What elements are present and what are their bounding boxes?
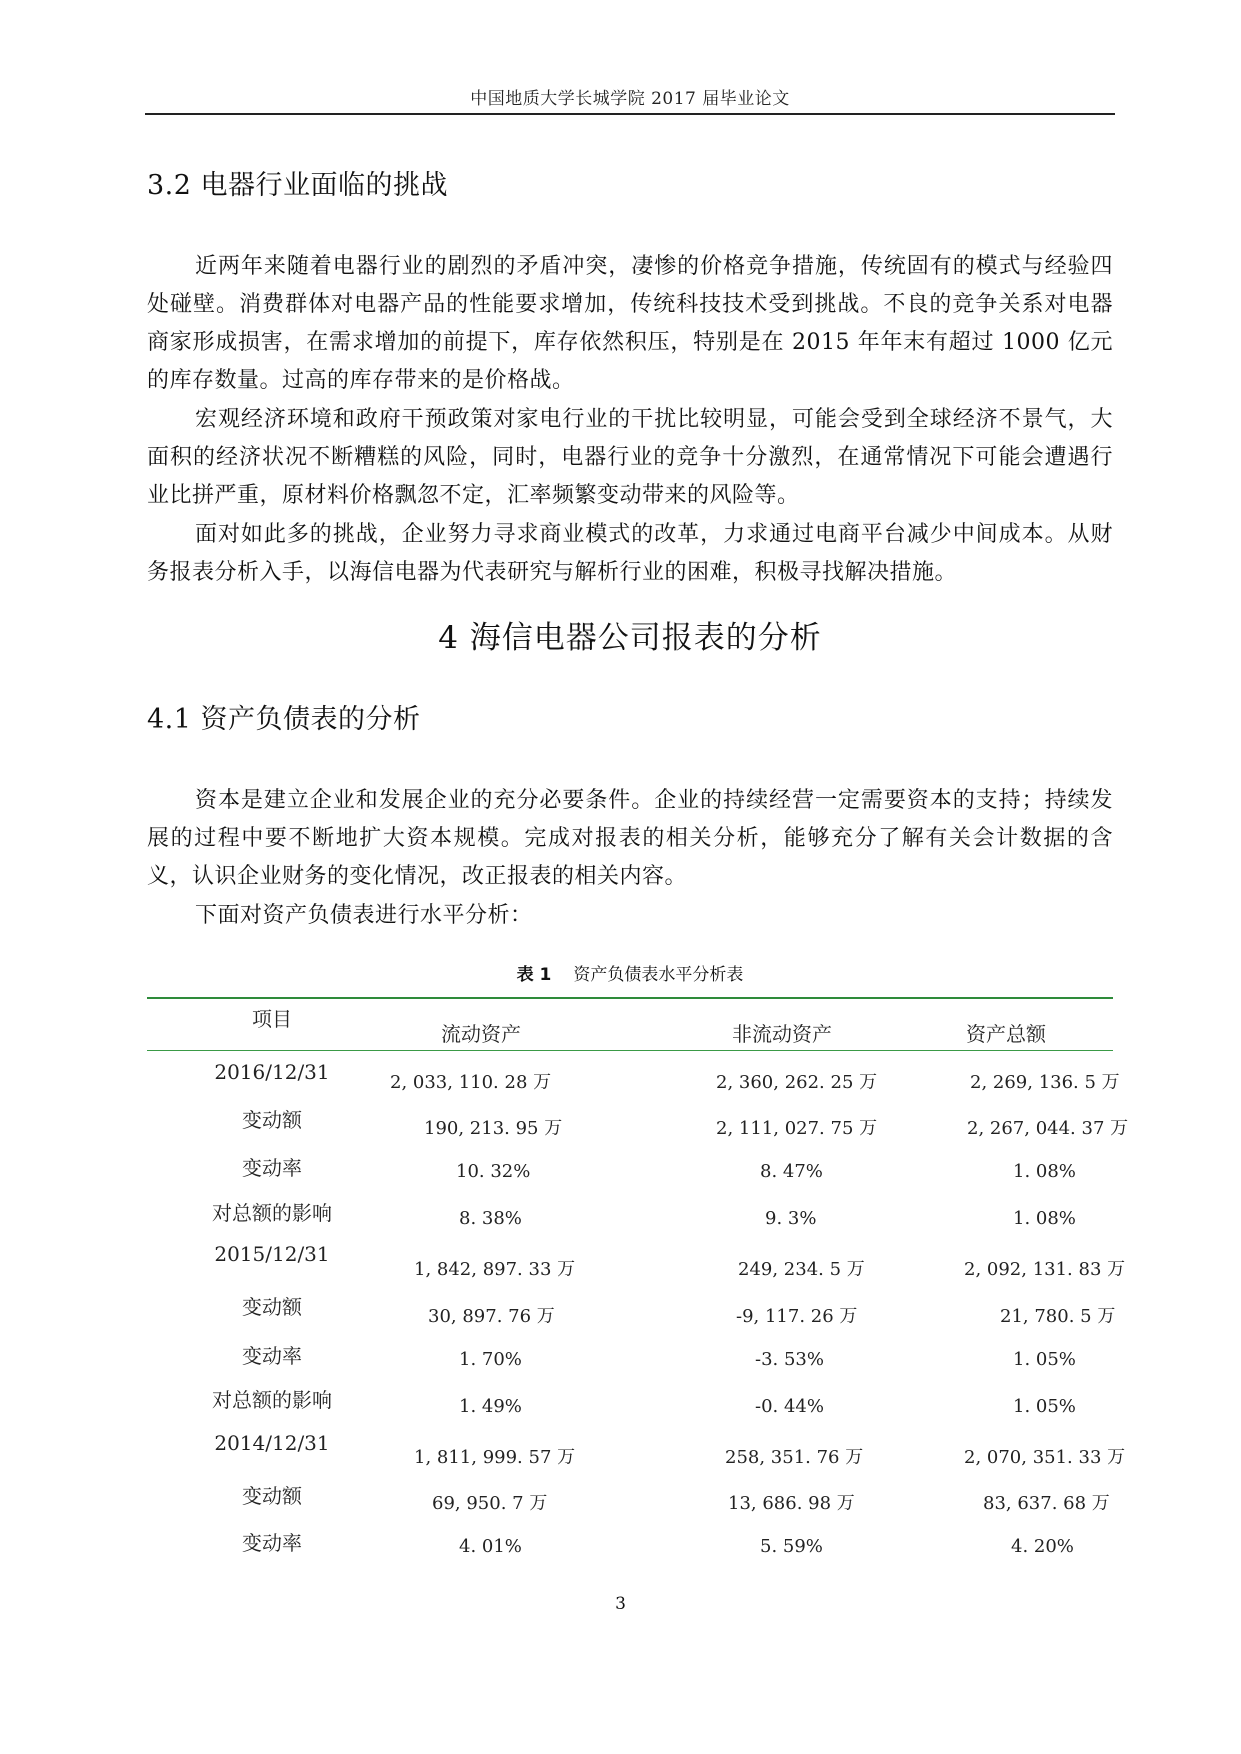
header-rule <box>145 113 1115 115</box>
chapter-heading-4: 4 海信电器公司报表的分析 <box>438 620 822 656</box>
table-row-label: 变动率 <box>242 1344 302 1368</box>
table-row-label: 变动额 <box>242 1484 302 1508</box>
paragraph-3-2-3: 面对如此多的挑战，企业努力寻求商业模式的改革，力求通过电商平台减少中间成本。从财务报表分析入手，以海信电器为代表研究与解析行业的困难，积极寻找解决措施。 <box>147 522 1113 585</box>
table-row-label: 变动额 <box>242 1295 302 1319</box>
table-cell: 4. 01% <box>459 1536 522 1557</box>
page-number: 3 <box>615 1594 626 1614</box>
table-row-label: 2014/12/31 <box>214 1431 330 1455</box>
table-cell: 1. 49% <box>459 1396 522 1417</box>
table-cell: -3. 53% <box>755 1349 824 1370</box>
table-cell: 1, 842, 897. 33 万 <box>414 1259 576 1280</box>
table-cell: 13, 686. 98 万 <box>728 1493 855 1514</box>
table-cell: 258, 351. 76 万 <box>725 1447 864 1468</box>
table-cell: 83, 637. 68 万 <box>983 1493 1110 1514</box>
table-cell: 2, 111, 027. 75 万 <box>716 1118 878 1139</box>
table-row-label: 对总额的影响 <box>212 1201 332 1225</box>
paragraph-3-2-2: 宏观经济环境和政府干预政策对家电行业的干扰比较明显，可能会受到全球经济不景气，大面积的经济状况不断糟糕的风险，同时，电器行业的竞争十分激烈，在通常情况下可能会遭遇行业比拼严重，原材料价格飘忽不定，汇率频繁变动带来的风险等。 <box>147 407 1113 508</box>
table-caption-label: 表 1 <box>516 965 552 985</box>
table-cell: 8. 47% <box>760 1161 823 1182</box>
table-cell: 2, 092, 131. 83 万 <box>964 1259 1126 1280</box>
table-caption <box>147 960 1113 985</box>
table-header-total-assets: 资产总额 <box>966 1022 1046 1046</box>
table-row-label: 对总额的影响 <box>212 1388 332 1412</box>
table-cell: 21, 780. 5 万 <box>1000 1306 1116 1327</box>
paragraph-3-2-1: 近两年来随着电器行业的剧烈的矛盾冲突，凄惨的价格竞争措施，传统固有的模式与经验四处碰壁。消费群体对电器产品的性能要求增加，传统科技技术受到挑战。不良的竞争关系对电器商家形成损害，在需求增加的前提下，库存依然积压，特别是在 2015 年年末有超过 1000 亿元的库存数量。过高的库存带来的是价格战。 <box>147 254 1113 393</box>
table-row-label: 变动率 <box>242 1531 302 1555</box>
table-cell: -9, 117. 26 万 <box>736 1306 858 1327</box>
table-cell: 8. 38% <box>459 1208 522 1229</box>
table-cell: 2, 360, 262. 25 万 <box>716 1072 878 1093</box>
section-heading-3-2: 3.2 电器行业面临的挑战 <box>147 170 449 201</box>
table-cell: 30, 897. 76 万 <box>428 1306 555 1327</box>
table-cell: 5. 59% <box>760 1536 823 1557</box>
table-cell: 2, 267, 044. 37 万 <box>967 1118 1129 1139</box>
table-row-label: 2016/12/31 <box>214 1060 330 1084</box>
table-header-item: 项目 <box>252 1007 292 1031</box>
table-cell: 9. 3% <box>765 1208 817 1229</box>
table-row-label: 变动额 <box>242 1108 302 1132</box>
table-cell: 1. 08% <box>1013 1208 1076 1229</box>
paragraph-4-1-1: 资本是建立企业和发展企业的充分必要条件。企业的持续经营一定需要资本的支持；持续发展的过程中要不断地扩大资本规模。完成对报表的相关分析，能够充分了解有关会计数据的含义，认识企业财务的变化情况，改正报表的相关内容。 <box>147 788 1113 889</box>
table-cell: -0. 44% <box>755 1396 824 1417</box>
table-cell: 1. 05% <box>1013 1396 1076 1417</box>
table-cell: 4. 20% <box>1011 1536 1074 1557</box>
table-cell: 190, 213. 95 万 <box>424 1118 563 1139</box>
section-heading-4-1: 4.1 资产负债表的分析 <box>147 704 421 735</box>
table-caption-text: 资产负债表水平分析表 <box>573 965 744 985</box>
table-cell: 1, 811, 999. 57 万 <box>414 1447 576 1468</box>
table-cell: 10. 32% <box>456 1161 531 1182</box>
table-cell: 69, 950. 7 万 <box>432 1493 548 1514</box>
table-cell: 2, 269, 136. 5 万 <box>970 1072 1120 1093</box>
table-row-label: 变动率 <box>242 1156 302 1180</box>
table-top-rule <box>147 997 1113 999</box>
table-header-noncurrent-assets: 非流动资产 <box>732 1022 832 1046</box>
table-cell: 2, 070, 351. 33 万 <box>964 1447 1126 1468</box>
table-cell: 2, 033, 110. 28 万 <box>390 1072 552 1093</box>
running-header: 中国地质大学长城学院 2017 届毕业论文 <box>470 89 790 109</box>
table-cell: 249, 234. 5 万 <box>738 1259 865 1280</box>
table-cell: 1. 08% <box>1013 1161 1076 1182</box>
table-cell: 1. 05% <box>1013 1349 1076 1370</box>
table-header-rule <box>147 1050 1113 1051</box>
table-cell: 1. 70% <box>459 1349 522 1370</box>
table-row-label: 2015/12/31 <box>214 1242 330 1266</box>
paragraph-4-1-2: 下面对资产负债表进行水平分析： <box>195 903 533 928</box>
table-header-current-assets: 流动资产 <box>441 1022 521 1046</box>
